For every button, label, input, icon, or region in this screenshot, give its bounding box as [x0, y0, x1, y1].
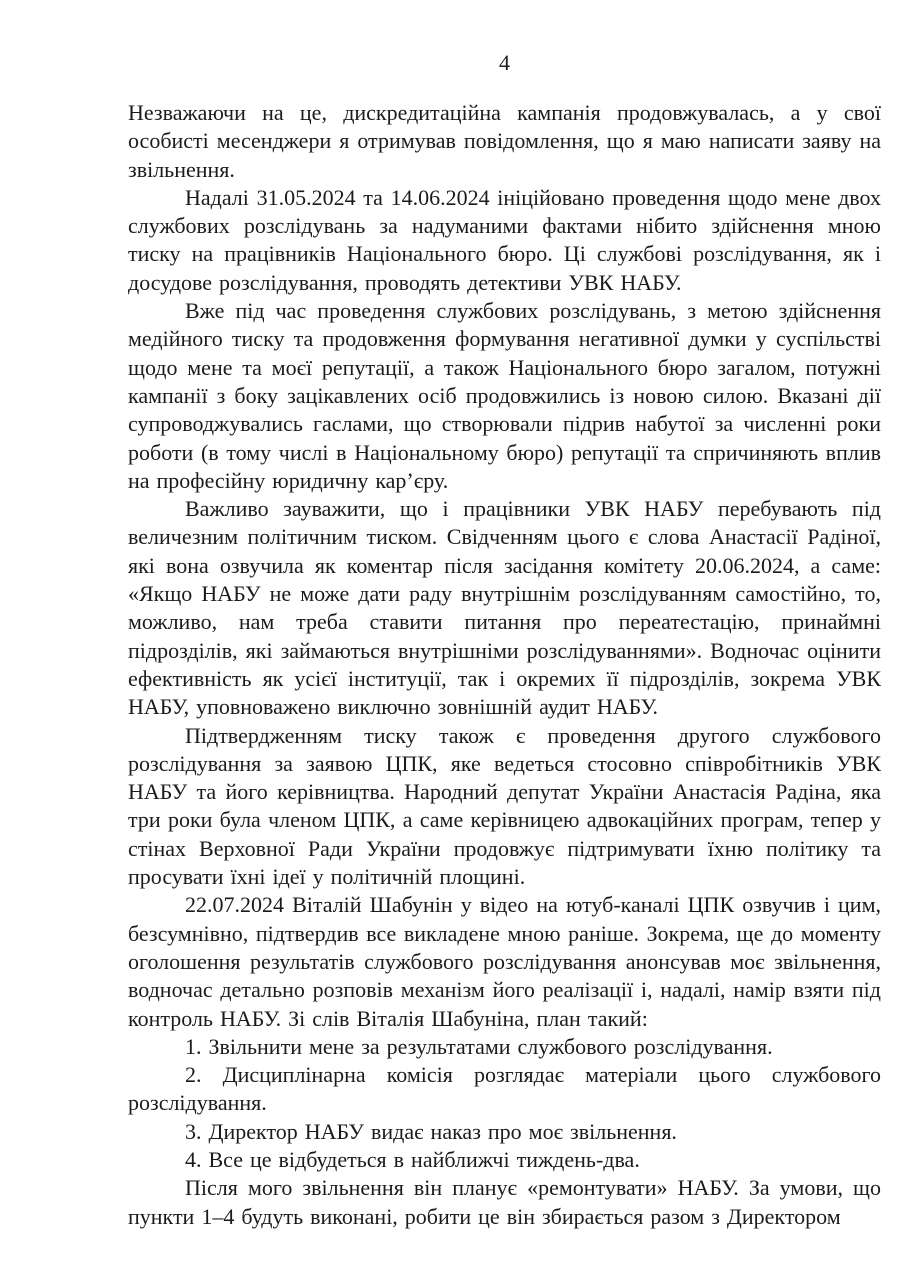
paragraph: 1. Звільнити мене за результатами службового розслідування. — [185, 1033, 773, 1059]
paragraph: Після мого звільнення він планує «ремонтувати» НАБУ. За умови, що пункти 1–4 будуть виконані, робити це він збирається разом з Директором — [128, 1175, 881, 1229]
paragraph: Важливо зауважити, що і працівники УВК НАБУ перебувають під величезним політичним тиском. Свідченням цього є слова Анастасії Радіної, які вона озвучила як коментар після засідання комітету 20.06.2024, а саме: «Якщо НАБУ не може дати раду внутрішнім розслідуванням самостійно, то, можливо, нам треба ставити питання про переатестацію, принаймні підрозділів, які займаються внутрішніми розслідуваннями». Водночас оцінити ефективність як усієї інституції, так і окремих її підрозділів, зокрема УВК НАБУ, уповноважено виключно зовнішній аудит НАБУ. — [128, 496, 881, 720]
paragraph: 22.07.2024 Віталій Шабунін у відео на ютуб-каналі ЦПК озвучив і цим, безсумнівно, підтвердив все викладене мною раніше. Зокрема, ще до моменту оголошення результатів службового розслідування анонсував моє звільнення, водночас детально розповів механізм його реалізації і, надалі, намір взяти під контроль НАБУ. Зі слів Віталія Шабуніна, план такий: — [128, 892, 881, 1031]
paragraph: Підтвердженням тиску також є проведення другого службового розслідування за заявою ЦПК, яке ведеться стосовно співробітників УВК НАБУ та його керівництва. Народний депутат України Анастасія Радіна, яка три роки була членом ЦПК, а саме керівницею адвокаційних програм, тепер у стінах Верховної Ради України продовжує підтримувати їхню політику та просувати їхні ідеї у політичній площині. — [128, 722, 881, 890]
paragraph: 4. Все це відбудеться в найближчі тиждень-два. — [185, 1146, 640, 1172]
paragraph: 2. Дисциплінарна комісія розглядає матеріали цього службового розслідування. — [128, 1062, 881, 1116]
paragraph: 3. Директор НАБУ видає наказ про моє звільнення. — [185, 1118, 677, 1144]
document-body — [128, 99, 881, 1231]
page-number: 4 — [499, 50, 510, 75]
paragraph: Надалі 31.05.2024 та 14.06.2024 ініційовано проведення щодо мене двох службових розслідувань за надуманими фактами нібито здійснення мною тиску на працівників Національного бюро. Ці службові розслідування, як і досудове розслідування, проводять детективи УВК НАБУ. — [128, 184, 881, 295]
paragraph: Вже під час проведення службових розслідувань, з метою здійснення медійного тиску та продовження формування негативної думки у суспільстві щодо мене та моєї репутації, а також Національного бюро загалом, потужні кампанії з боку зацікавлених осіб продовжились із новою силою. Вказані дії супроводжувались гаслами, що створювали підрив набутої за численні роки роботи (в тому числі в Національному бюро) репутації та спричиняють вплив на професійну юридичну кар’єру. — [128, 298, 881, 493]
paragraph: Незважаючи на це, дискредитаційна кампанія продовжувалась, а у свої особисті месенджери я отримував повідомлення, що я маю написати заяву на звільнення. — [128, 100, 881, 182]
